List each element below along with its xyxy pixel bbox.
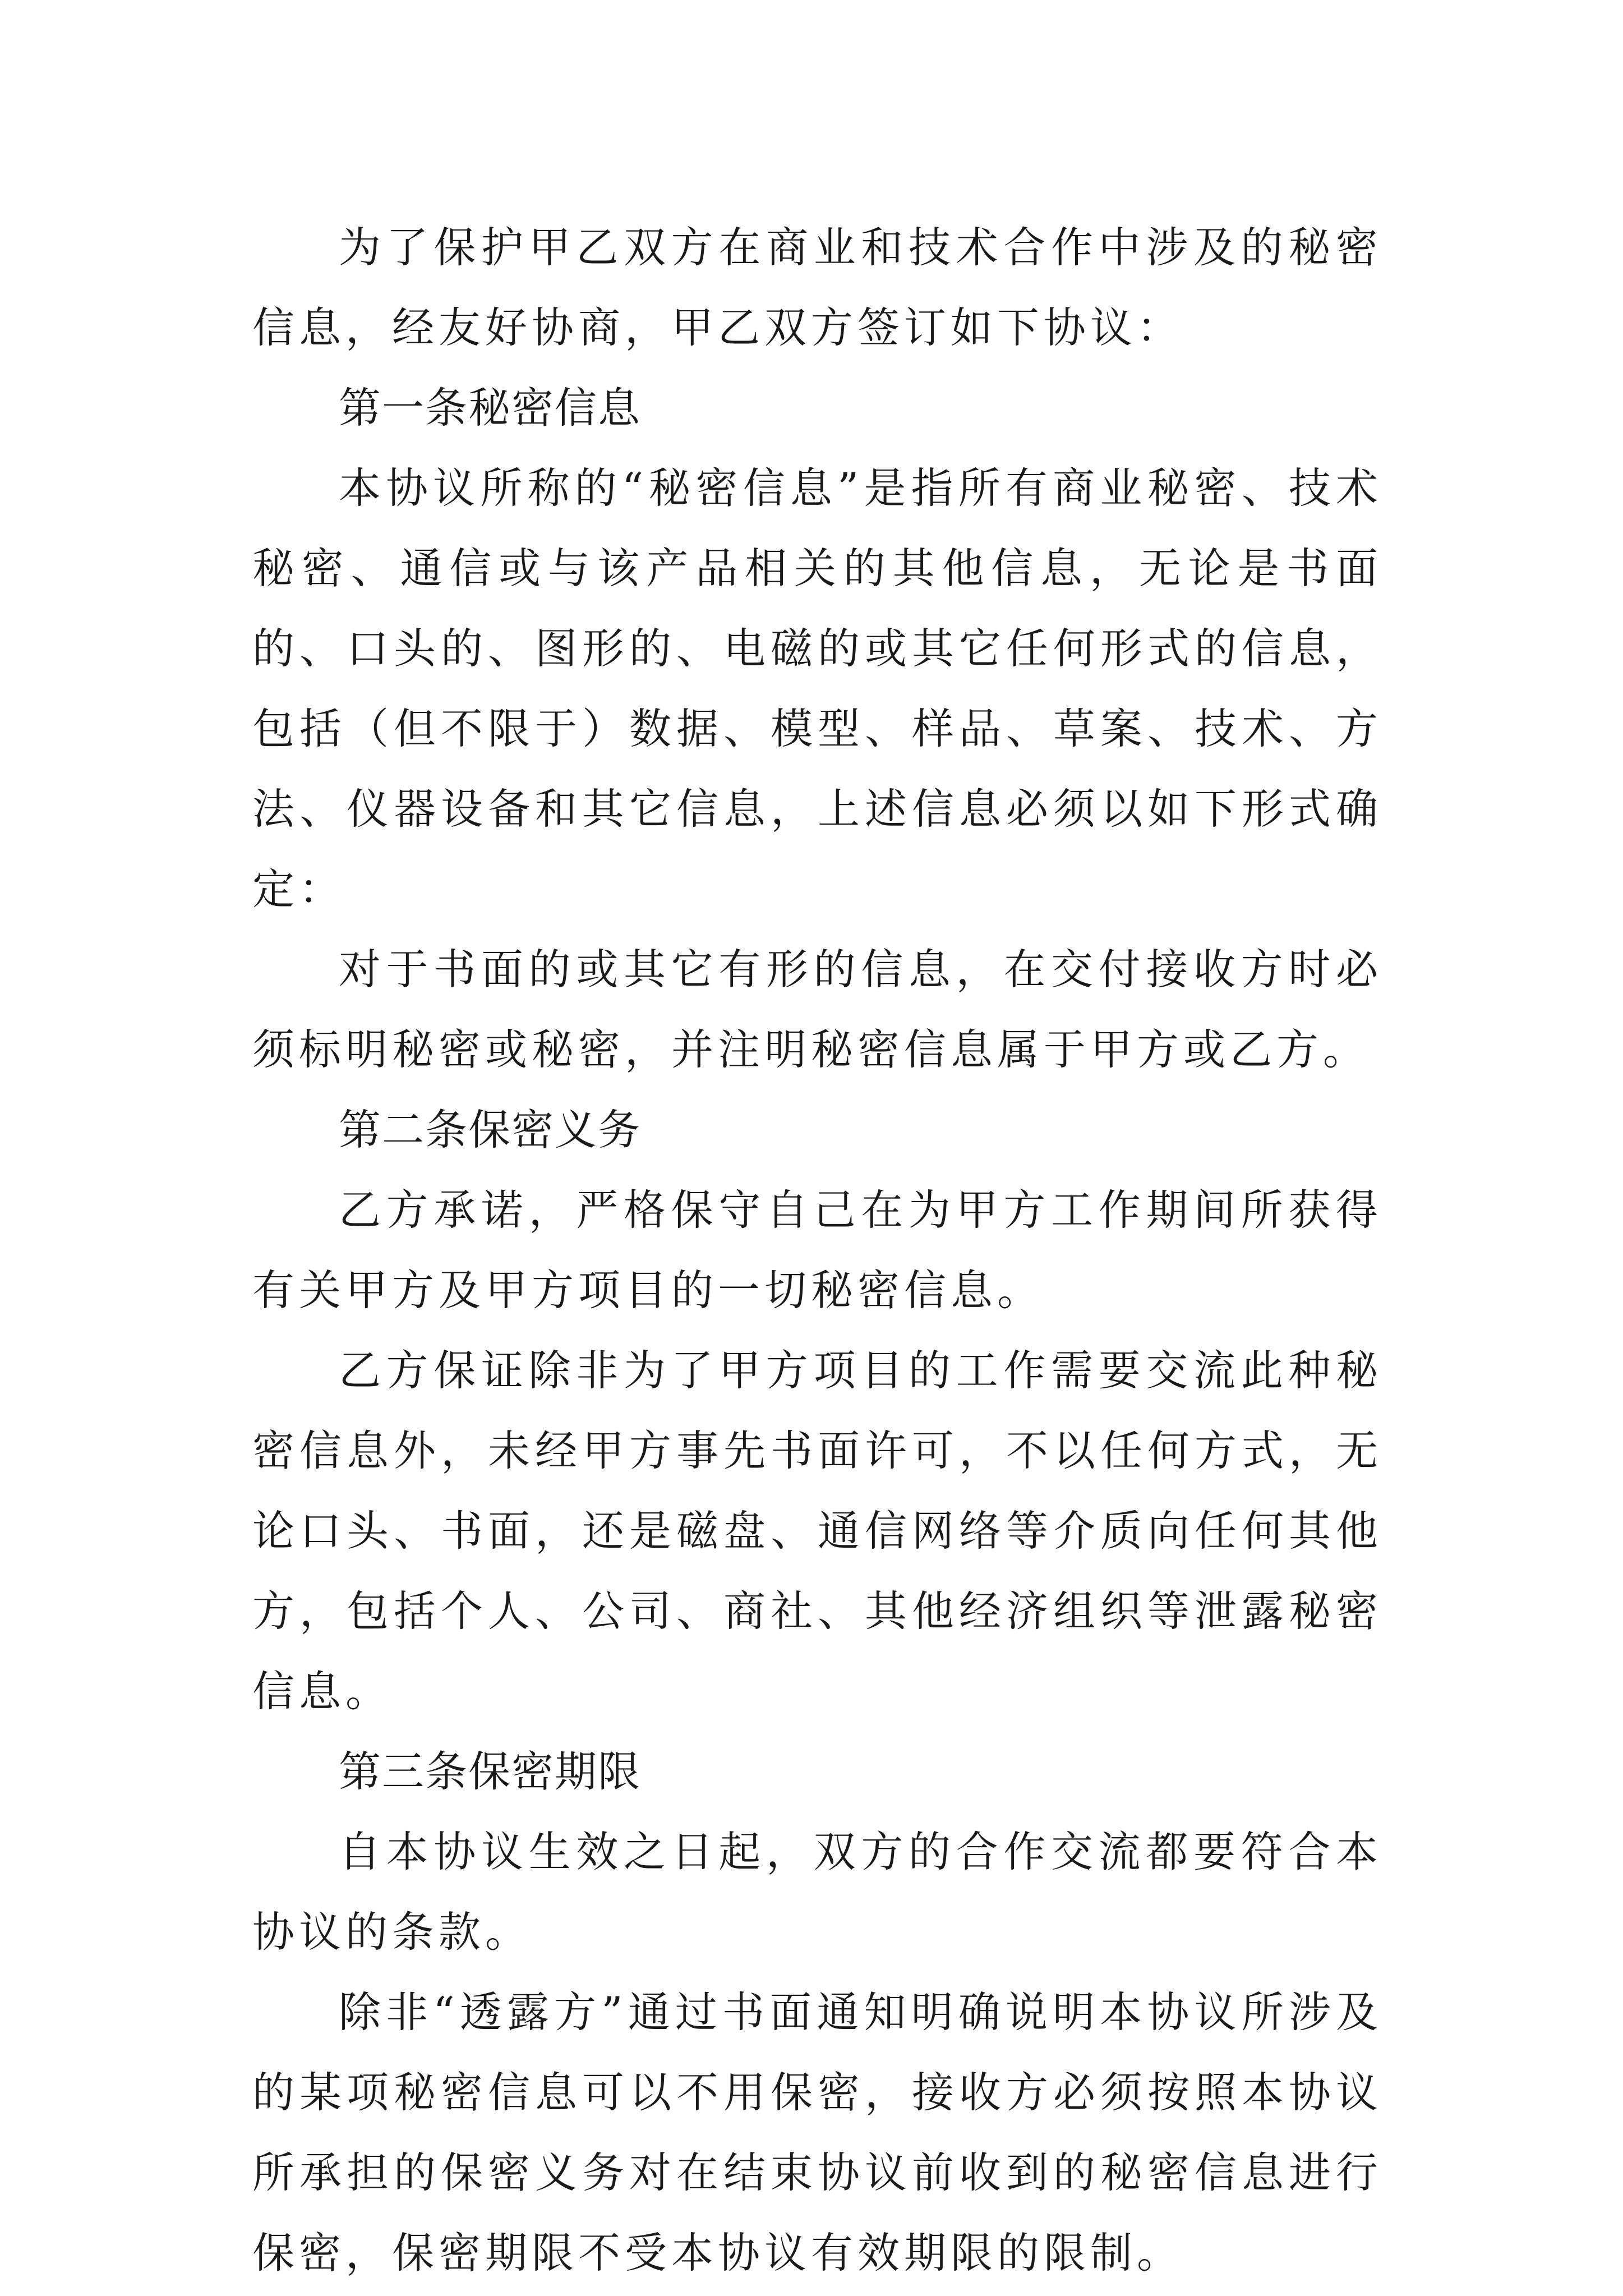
intro-paragraph: 为了保护甲乙双方在商业和技术合作中涉及的秘密信息，经友好协商，甲乙双方签订如下协议： xyxy=(252,223,1382,352)
article-3-heading: 第三条保密期限 xyxy=(339,1747,642,1796)
article-1-heading: 第一条秘密信息 xyxy=(339,383,642,432)
article-2-paragraph-2: 乙方保证除非为了甲方项目的工作需要交流此种秘密信息外，未经甲方事先书面许可，不以任何方式，无论口头、书面，还是磁盘、通信网络等介质向任何其他方，包括个人、公司、商社、其他经济组织等泄露秘密信息。 xyxy=(252,1346,1382,1716)
document-body xyxy=(252,208,1382,2293)
article-3-paragraph-1: 自本协议生效之日起，双方的合作交流都要符合本协议的条款。 xyxy=(252,1827,1382,1957)
article-3-paragraph-2: 除非“透露方”通过书面通知明确说明本协议所涉及的某项秘密信息可以不用保密，接收方必须按照本协议所承担的保密义务对在结束协议前收到的秘密信息进行保密，保密期限不受本协议有效期限的限制。 xyxy=(252,1987,1382,2277)
article-1-paragraph-1: 本协议所称的“秘密信息”是指所有商业秘密、技术秘密、通信或与该产品相关的其他信息，无论是书面的、口头的、图形的、电磁的或其它任何形式的信息，包括（但不限于）数据、模型、样品、草案、技术、方法、仪器设备和其它信息，上述信息必须以如下形式确定： xyxy=(252,463,1382,914)
article-1-paragraph-2: 对于书面的或其它有形的信息，在交付接收方时必须标明秘密或秘密，并注明秘密信息属于甲方或乙方。 xyxy=(252,945,1382,1074)
article-2-heading: 第二条保密义务 xyxy=(339,1105,642,1154)
article-2-paragraph-1: 乙方承诺，严格保守自己在为甲方工作期间所获得有关甲方及甲方项目的一切秘密信息。 xyxy=(252,1185,1382,1315)
